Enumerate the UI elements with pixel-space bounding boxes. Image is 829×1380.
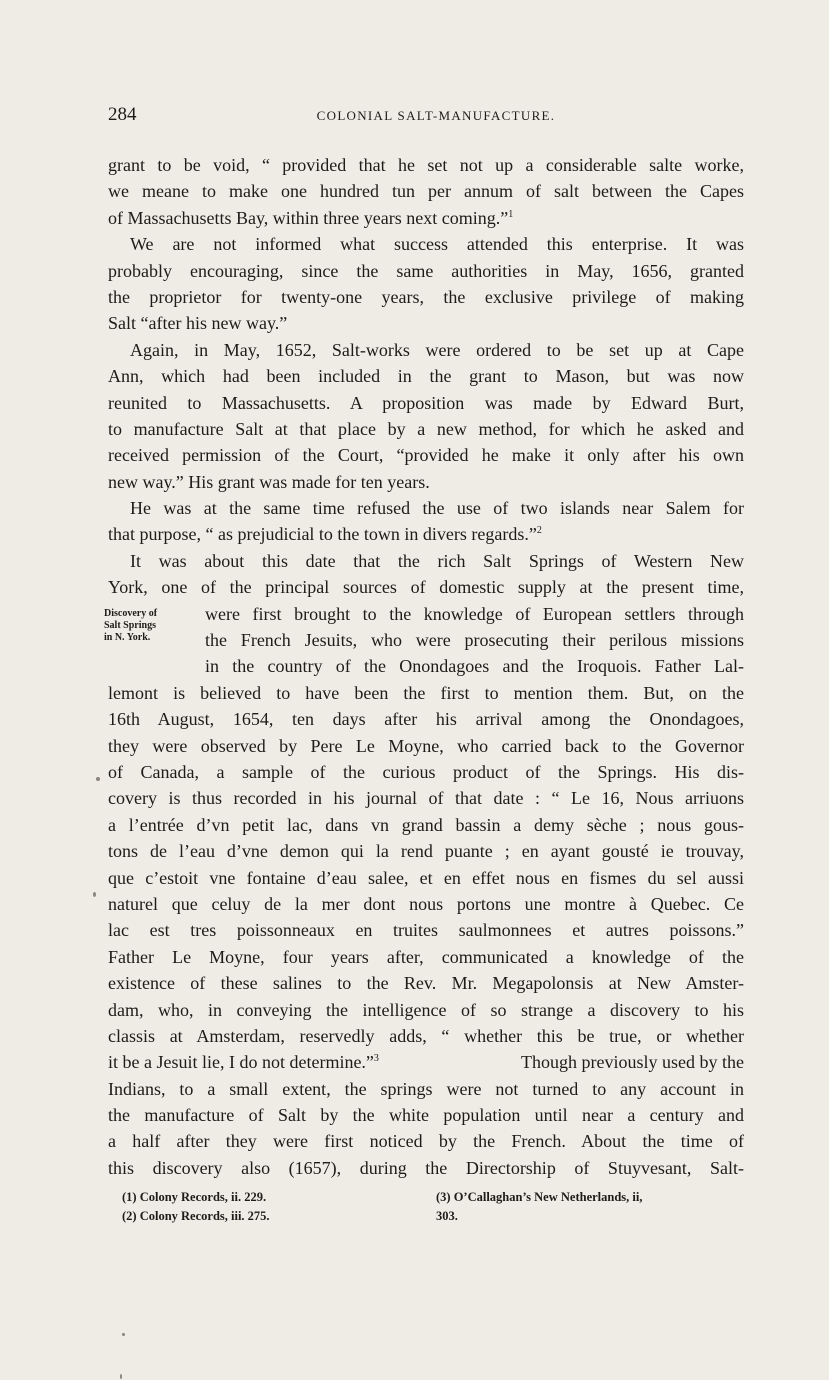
text-line: reunited to Massachusetts. A proposition was made by Edward Burt, [108,392,744,413]
text-line: of Canada, a sample of the curious product of the Springs. His dis- [108,761,744,782]
footnote: (3) O’Callaghan’s New Netherlands, ii, [436,1190,643,1204]
text-line: We are not informed what success attended this enterprise. It was [130,234,744,255]
text-line: lac est tres poissonneaux en truites saulmonnees et autres poissons.” [108,920,744,941]
text-line: que c’estoit vne fontaine d’eau salee, et en effet nous en fismes du sel aussi [108,867,744,888]
body-text [108,152,744,1181]
text-line: the proprietor for twenty-one years, the exclusive privilege of making [108,286,744,307]
text-line: this discovery also (1657), during the Directorship of Stuyvesant, Salt- [108,1157,744,1178]
footnote-mark: 2 [536,525,542,537]
footnote: (1) Colony Records, ii. 229. [122,1190,267,1204]
text-line: York, one of the principal sources of domestic supply at the present time, [108,577,744,598]
text-line: tons de l’eau d’vne demon qui la rend puante ; en ayant gousté ie trouvay, [108,841,744,862]
text-line: it be a Jesuit lie, I do not determine.”$^3$ Though previously used by the [108,1052,744,1073]
footnote-mark: 3 [373,1053,379,1065]
margin-note-line: in N. York. [104,632,151,643]
text-line: Father Le Moyne, four years after, communicated a knowledge of the [108,946,744,967]
text-line: lemont is believed to have been the first to mention them. But, on the [108,682,744,703]
text-line: of Massachusetts Bay, within three years next coming.”$^1$ [108,207,514,228]
text-line: new way.” His grant was made for ten years. [108,471,430,492]
text-line: received permission of the Court, “provided he make it only after his own [108,445,744,466]
footnote-mark: 1 [508,208,514,220]
footnotes-right-column [436,1188,642,1226]
text-line: Salt “after his new way.” [108,313,288,334]
text-line: the French Jesuits, who were prosecuting their perilous missions [205,630,744,651]
text-line: probably encouraging, since the same authorities in May, 1656, granted [108,260,744,281]
text-line: were first brought to the knowledge of European settlers through [205,603,744,624]
running-head [108,104,744,130]
text-line: they were observed by Pere Le Moyne, who carried back to the Governor [108,735,744,756]
text-line: dam, who, in conveying the intelligence of so strange a discovery to his [108,999,744,1020]
text-line: Indians, to a small extent, the springs were not turned to any account in [108,1078,744,1099]
text-line: to manufacture Salt at that place by a new method, for which he asked and [108,418,744,439]
text-line: classis at Amsterdam, reservedly adds, “ whether this be true, or whether [108,1025,744,1046]
footnotes-left-column [122,1188,270,1226]
text-line: the manufacture of Salt by the white population until near a century and [108,1105,744,1126]
text-line: covery is thus recorded in his journal of that date : “ Le 16, Nous arriuons [108,788,744,809]
text-line: a l’entrée d’vn petit lac, dans vn grand bassin a demy sèche ; nous gous- [108,814,744,835]
page-number: 284 [108,104,137,125]
text-line: naturel que celuy de la mer dont nous portons une montre à Quebec. Ce [108,893,744,914]
text-line: existence of these salines to the Rev. Mr. Megapolonsis at New Amster- [108,973,744,994]
text-line: It was about this date that the rich Salt Springs of Western New [130,550,744,571]
text-line: in the country of the Onondagoes and the Iroquois. Father Lal- [205,656,744,677]
text-line: grant to be void, “ provided that he set not up a considerable salte worke, [108,155,744,175]
text-line: 16th August, 1654, ten days after his arrival among the Onondagoes, [108,709,744,730]
paper-speck [120,1374,122,1379]
footnote: (2) Colony Records, iii. 275. [122,1209,270,1223]
footnote: 303. [436,1209,458,1223]
running-title: COLONIAL SALT-MANUFACTURE. [316,108,556,123]
margin-note-line: Discovery of [104,608,158,619]
paper-speck [122,1333,125,1336]
text-line: Ann, which had been included in the grant to Mason, but was now [108,366,744,387]
margin-note-line: Salt Springs [104,620,156,631]
paper-speck [96,777,100,781]
text-line: Again, in May, 1652, Salt-works were ordered to be set up at Cape [130,339,744,360]
text-line: a half after they were first noticed by the French. About the time of [108,1131,744,1152]
text-line: He was at the same time refused the use of two islands near Salem for [130,498,744,519]
paper-speck [93,892,96,897]
text-line: we meane to make one hundred tun per annum of salt between the Capes [108,181,744,202]
text-line: that purpose, “ as prejudicial to the town in divers regards.”$^2$ [108,524,542,545]
